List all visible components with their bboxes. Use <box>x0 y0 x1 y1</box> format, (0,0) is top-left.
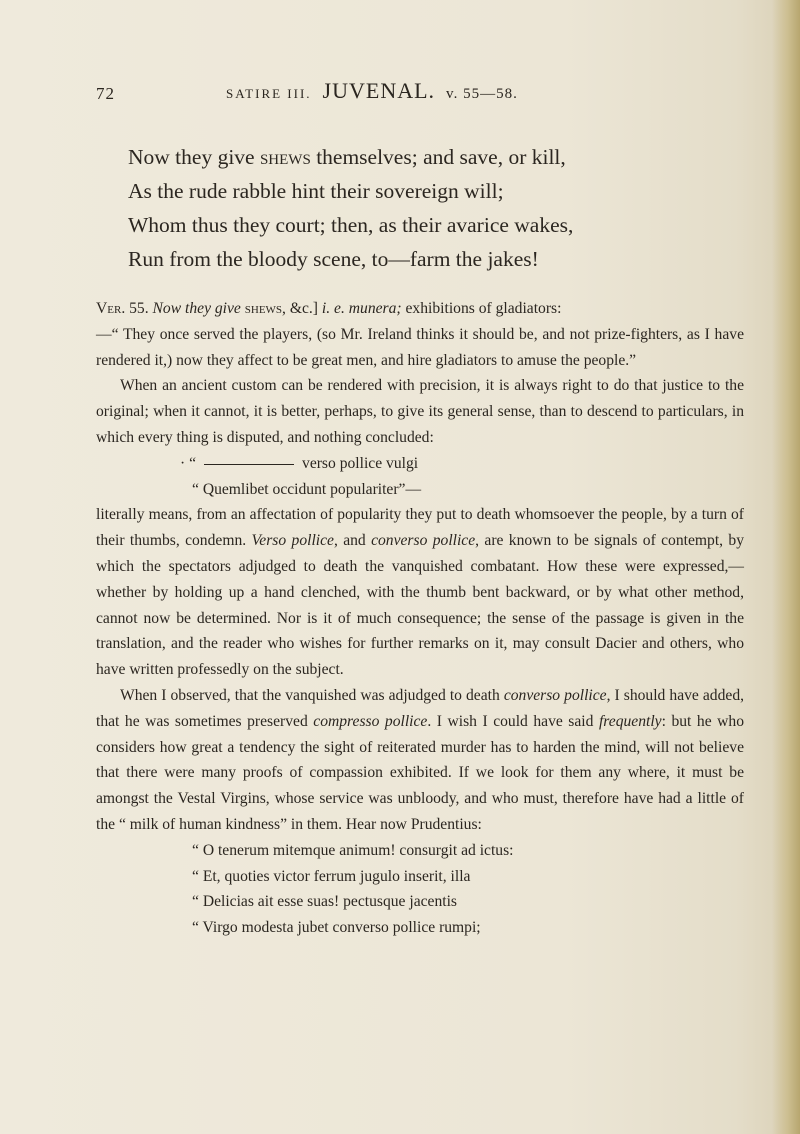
note-heading: Ver. 55. Now they give shews, &c.] i. e. munera; exhibitions of gladiators: <box>96 300 562 317</box>
verse-line-1: Now they give shews themselves; and save, or kill, <box>128 145 566 169</box>
note-paragraph-3: literally means, from an affectation of popularity they put to death whomsoever the people, by a turn of their thumbs, condemn. Verso pollice, and converso pollice, are known to be signals of contempt, by which the spectators adjudged to death the vanquished combatant. How these were expressed,—whether by holding up a hand clenched, with the thumb bent backward, or by what other method, cannot now be determined. Nor is it of much consequence; the sense of the passage is given in the translation, and the reader who wishes for further remarks on it, may consult Dacier and others, who have written professedly on the subject. <box>96 506 745 679</box>
verse-line-3: Whom thus they court; then, as their avarice wakes, <box>128 213 574 237</box>
verse-block <box>128 140 748 276</box>
header-title <box>226 78 518 104</box>
quote-dash-rule <box>204 464 294 465</box>
note-paragraph-4: When I observed, that the vanquished was adjudged to death converso pollice, I should have added, that he was sometimes preserved compresso pollice. I wish I could have said frequently: but he who considers how great a tendency the sight of reiterated murder has to harden the mind, will not believe that there were many proofs of compassion exhibited. If we look for them any where, it must be amongst the Vestal Virgins, whose service was unbloody, and who must, therefore have had a little of the “ milk of human kindness” in them. Hear now Prudentius: <box>96 686 745 833</box>
verse-line-4: Run from the bloody scene, to—farm the jakes! <box>128 247 539 271</box>
latin-quote-line-2: “ Quemlibet occidunt populariter”— <box>192 480 422 498</box>
running-header <box>96 78 736 108</box>
prudentius-line-4: “ Virgo modesta jubet converso pollice rumpi; <box>192 919 481 937</box>
prudentius-line-2: “ Et, quoties victor ferrum jugulo inserit, illa <box>192 867 471 885</box>
commentary-notes <box>96 296 744 941</box>
page-edge-shadow <box>772 0 800 1134</box>
prudentius-line-1: “ O tenerum mitemque animum! consurgit ad ictus: <box>192 841 514 859</box>
header-author: JUVENAL. <box>322 78 436 103</box>
verse-line-2: As the rude rabble hint their sovereign will; <box>128 179 504 203</box>
note-paragraph-2: When an ancient custom can be rendered with precision, it is always right to do that justice to the original; when it cannot, it is better, perhaps, to give its general sense, than to descend to particulars, in which every thing is disputed, and nothing concluded: <box>96 377 744 446</box>
header-verses: v. 55—58. <box>446 86 518 102</box>
prudentius-line-3: “ Delicias ait esse suas! pectusque jacentis <box>192 893 457 911</box>
page-number: 72 <box>96 84 115 103</box>
latin-quote-line-1: · “ verso pollice vulgi <box>180 454 419 472</box>
header-satire: SATIRE III. <box>226 86 312 101</box>
note-paragraph-1: —“ They once served the players, (so Mr. Ireland thinks it should be, and not prize-fighters, as I have rendered it,) now they affect to be great men, and hire gladiators to amuse the people.” <box>96 325 744 369</box>
